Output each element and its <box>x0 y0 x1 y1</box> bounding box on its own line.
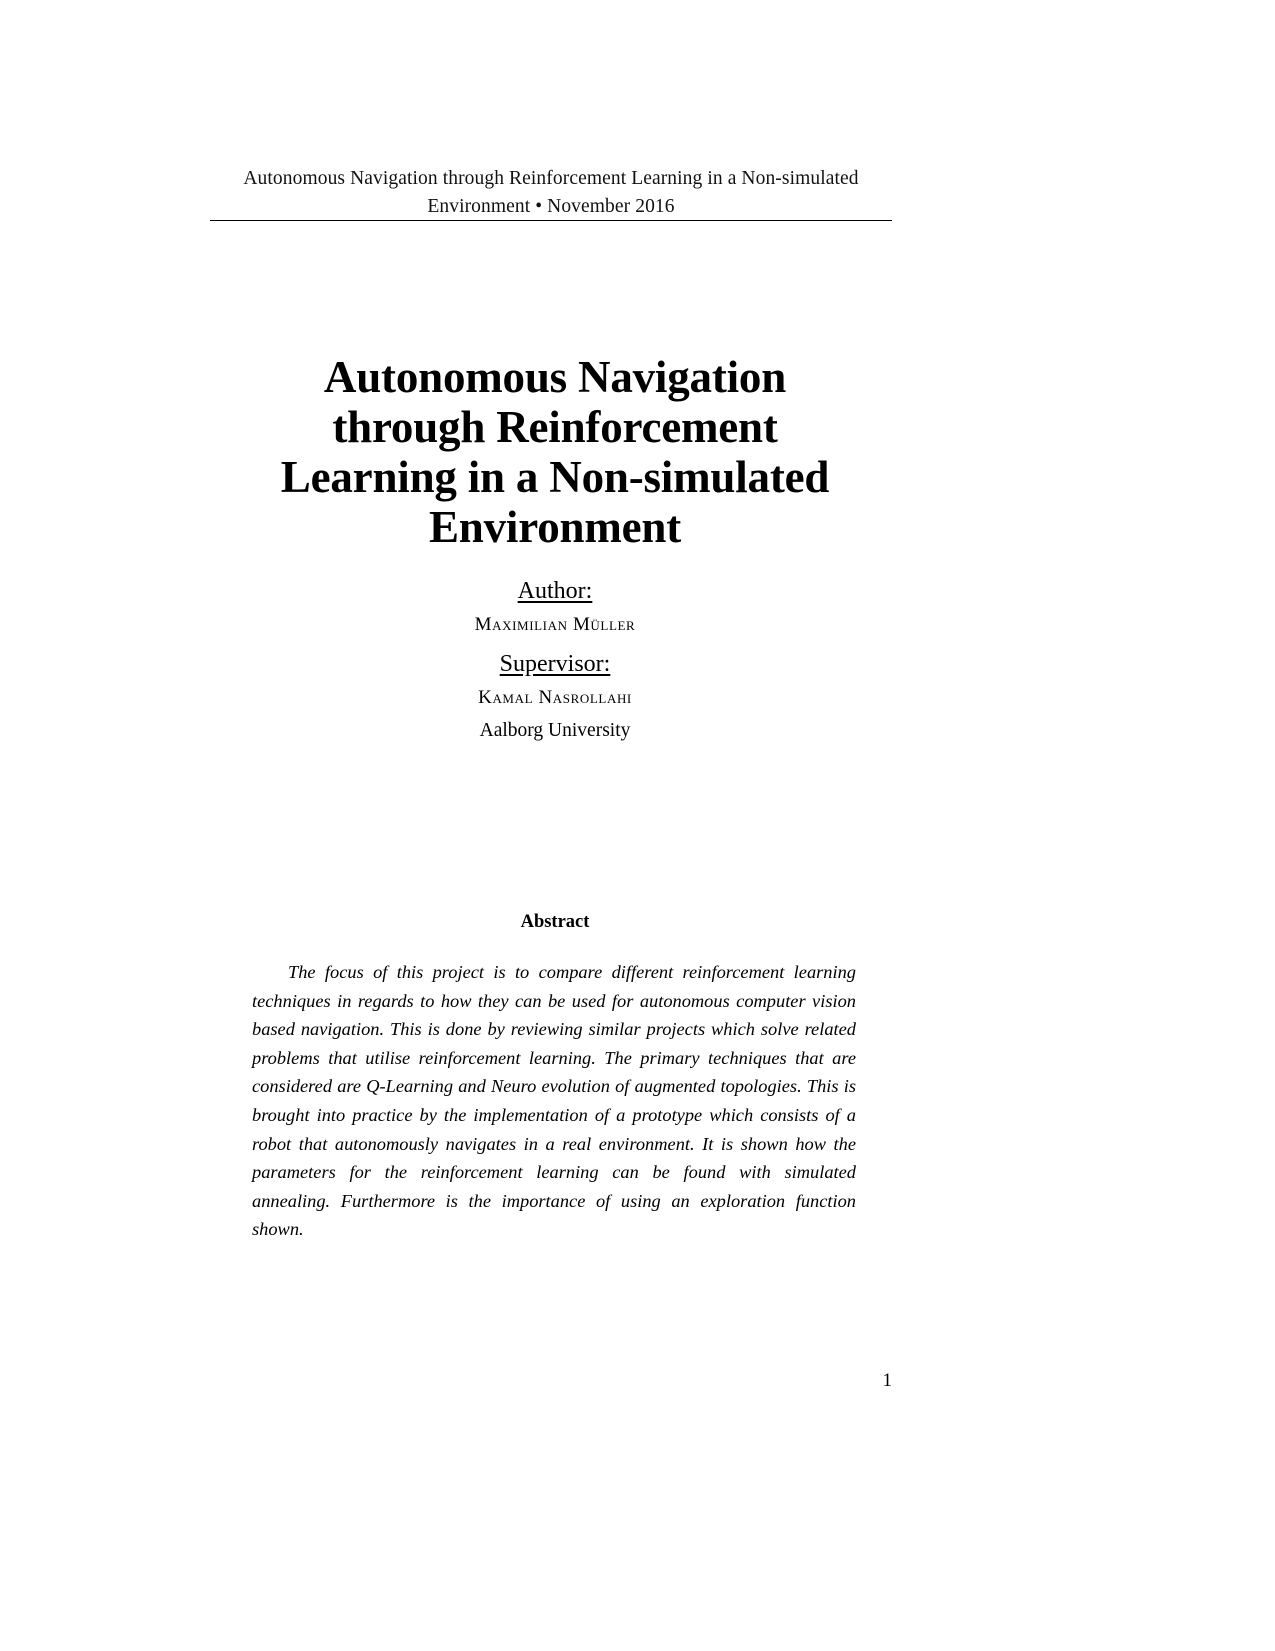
author-name: Maximilian Müller <box>474 614 636 635</box>
title-line-1: Autonomous Navigation <box>323 352 787 402</box>
affiliation: Aalborg University <box>479 720 631 741</box>
running-head-rule <box>210 220 892 221</box>
title-line-4: Environment <box>428 502 681 552</box>
running-head-line-2: Environment • November 2016 <box>427 196 675 217</box>
running-head <box>210 165 892 221</box>
title-line-2: through Reinforcement <box>332 402 778 452</box>
abstract-text: The focus of this project is to compare different reinforcement learning techniques in regards to how they can be used for autonomous computer vision based navigation. This is done by reviewing similar projects which solve related problems that utilise reinforcement learning. The primary techniques that are considered are Q-Learning and Neuro evolution of augmented topologies. This is brought into practice by the implementation of a prototype which consists of a robot that autonomously navigates in a real environment. It is shown how the parameters for the reinforcement learning can be found with simulated annealing. Furthermore is the importance of using an exploration function shown. <box>252 962 856 1240</box>
page-title <box>205 352 905 552</box>
supervisor-label: Supervisor: <box>499 651 611 677</box>
abstract-heading: Abstract <box>520 912 590 932</box>
page-number: 1 <box>882 1370 892 1391</box>
title-line-3: Learning in a Non-simulated <box>280 452 830 502</box>
supervisor-name: Kamal Nasrollahi <box>478 687 632 708</box>
running-head-line-1: Autonomous Navigation through Reinforcement Learning in a Non-simulated <box>243 168 859 189</box>
credits-block <box>280 575 830 746</box>
author-label: Author: <box>517 578 593 604</box>
